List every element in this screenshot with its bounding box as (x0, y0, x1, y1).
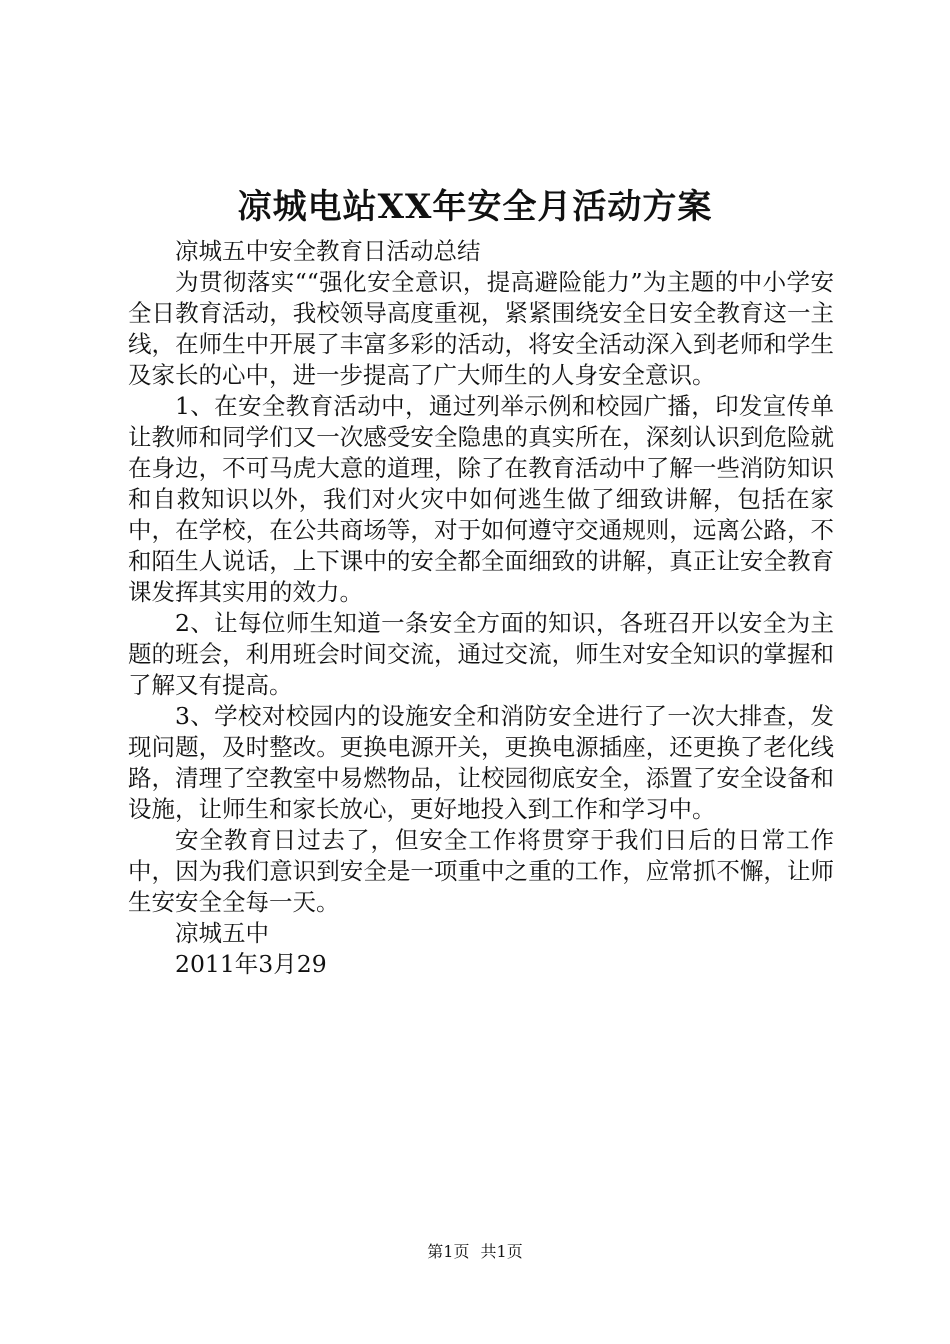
signature-date: 2011年3月29 (175, 950, 327, 978)
page-footer (0, 1240, 950, 1264)
item-2-paragraph: 2、让每位师生知道一条安全方面的知识，各班召开以安全为主题的班会，利用班会时间交流，通过交流，师生对安全知识的掌握和了解又有提高。 (128, 609, 834, 699)
item-1-paragraph: 1、在安全教育活动中，通过列举示例和校园广播，印发宣传单让教师和同学们又一次感受安全隐患的真实所在，深刻认识到危险就在身边，不可马虎大意的道理，除了在教育活动中了解一些消防知识和自救知识以外，我们对火灾中如何逃生做了细致讲解，包括在家中，在学校，在公共商场等，对于如何遵守交通规则，远离公路，不和陌生人说话，上下课中的安全都全面细致的讲解，真正让安全教育课发挥其实用的效力。 (128, 392, 834, 606)
signature-school: 凉城五中 (175, 919, 269, 947)
page-number: 第1页 (427, 1242, 470, 1261)
page-total: 共1页 (480, 1242, 523, 1261)
document-title: 凉城电站XX年安全月活动方案 (237, 187, 713, 227)
document-body (128, 236, 834, 980)
item-3-paragraph: 3、学校对校园内的设施安全和消防安全进行了一次大排查，发现问题，及时整改。更换电源开关，更换电源插座，还更换了老化线路，清理了空教室中易燃物品，让校园彻底安全，添置了安全设备和设施，让师生和家长放心，更好地投入到工作和学习中。 (128, 702, 834, 823)
conclusion-paragraph: 安全教育日过去了，但安全工作将贯穿于我们日后的日常工作中，因为我们意识到安全是一项重中之重的工作，应常抓不懈，让师生安安全全每一天。 (128, 826, 834, 916)
subtitle-paragraph: 凉城五中安全教育日活动总结 (175, 237, 481, 265)
intro-paragraph: 为贯彻落实““强化安全意识，提高避险能力”为主题的中小学安全日教育活动，我校领导高度重视，紧紧围绕安全日安全教育这一主线，在师生中开展了丰富多彩的活动，将安全活动深入到老师和学生及家长的心中，进一步提高了广大师生的人身安全意识。 (128, 268, 834, 389)
